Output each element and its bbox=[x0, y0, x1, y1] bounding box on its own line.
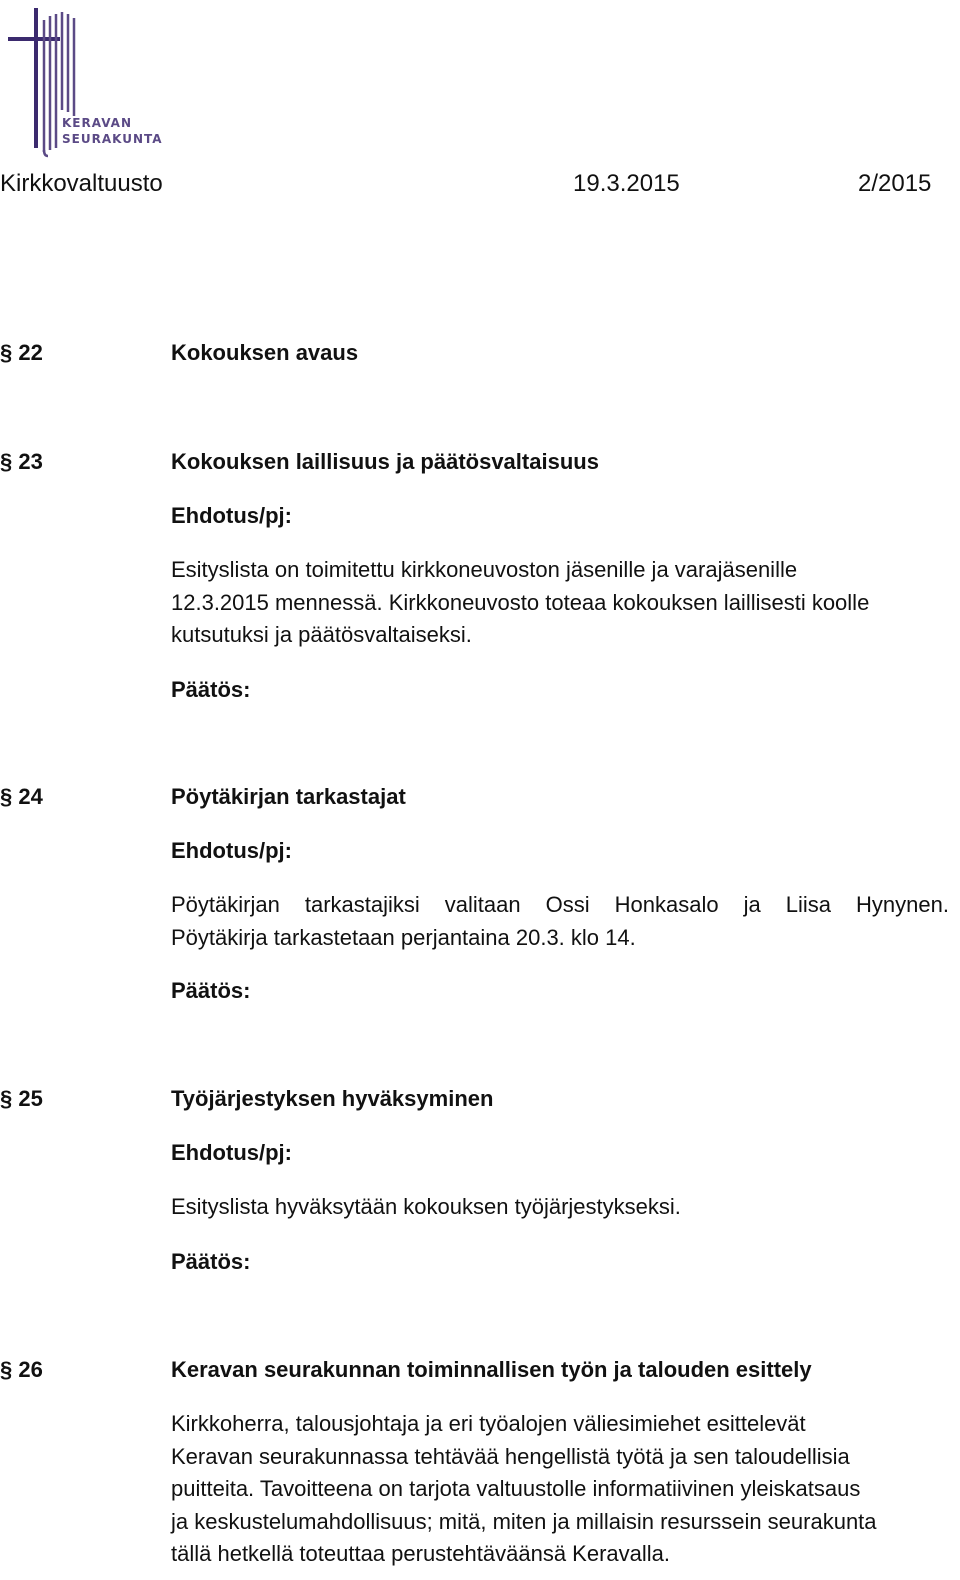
proposal-line: kutsutuksi ja päätösvaltaiseksi. bbox=[171, 622, 472, 647]
section-number: § 23 bbox=[0, 449, 43, 474]
section-body-text bbox=[171, 1408, 949, 1571]
proposal-text bbox=[171, 554, 949, 652]
body-line: tällä hetkellä toteuttaa perustehtäväänsä Keravalla. bbox=[171, 1541, 670, 1566]
proposal-label: Ehdotus/pj: bbox=[171, 1140, 292, 1165]
proposal-line: Pöytäkirja tarkastetaan perjantaina 20.3. klo 14. bbox=[171, 924, 636, 950]
section-title: Työjärjestyksen hyväksyminen bbox=[171, 1086, 494, 1111]
section-title: Kokouksen laillisuus ja päätösvaltaisuus bbox=[171, 449, 599, 474]
proposal-label: Ehdotus/pj: bbox=[171, 503, 292, 528]
body-line: Kirkkoherra, talousjohtaja ja eri työalojen väliesimiehet esittelevät bbox=[171, 1411, 806, 1436]
proposal-line: 12.3.2015 mennessä. Kirkkoneuvosto toteaa kokouksen laillisesti koolle bbox=[171, 589, 870, 615]
proposal-text bbox=[171, 1191, 949, 1224]
logo-text-line1: KERAVAN bbox=[62, 116, 133, 130]
section-number: § 26 bbox=[0, 1357, 43, 1382]
body-line: Keravan seurakunnassa tehtävää hengellistä työtä ja sen taloudellisia bbox=[171, 1443, 850, 1469]
body-line: ja keskustelumahdollisuus; mitä, miten ja millaisin resurssein seurakunta bbox=[171, 1508, 877, 1534]
section-number: § 22 bbox=[0, 340, 43, 365]
parish-logo bbox=[0, 0, 163, 160]
header-number: 2/2015 bbox=[858, 170, 932, 197]
header-body: Kirkkovaltuusto bbox=[0, 170, 163, 197]
section-number: § 24 bbox=[0, 784, 43, 809]
logo-text-line2: SEURAKUNTA bbox=[62, 132, 163, 146]
decision-label: Päätös: bbox=[171, 677, 251, 702]
proposal-line: Pöytäkirjan tarkastajiksi valitaan Ossi Honkasalo ja Liisa Hynynen. bbox=[171, 892, 949, 917]
section-title: Pöytäkirjan tarkastajat bbox=[171, 784, 406, 809]
proposal-line: Esityslista hyväksytään kokouksen työjärjestykseksi. bbox=[171, 1194, 681, 1219]
proposal-line: Esityslista on toimitettu kirkkoneuvoston jäsenille ja varajäsenille bbox=[171, 557, 798, 582]
body-line: puitteita. Tavoitteena on tarjota valtuustolle informatiivinen yleiskatsaus bbox=[171, 1476, 861, 1501]
section-title: Kokouksen avaus bbox=[171, 340, 359, 365]
section-title: Keravan seurakunnan toiminnallisen työn ja talouden esittely bbox=[171, 1357, 812, 1382]
decision-label: Päätös: bbox=[171, 1249, 251, 1274]
header-date: 19.3.2015 bbox=[573, 170, 680, 197]
section-number: § 25 bbox=[0, 1086, 43, 1111]
decision-label: Päätös: bbox=[171, 978, 251, 1003]
proposal-label: Ehdotus/pj: bbox=[171, 838, 292, 863]
proposal-text bbox=[171, 889, 949, 954]
